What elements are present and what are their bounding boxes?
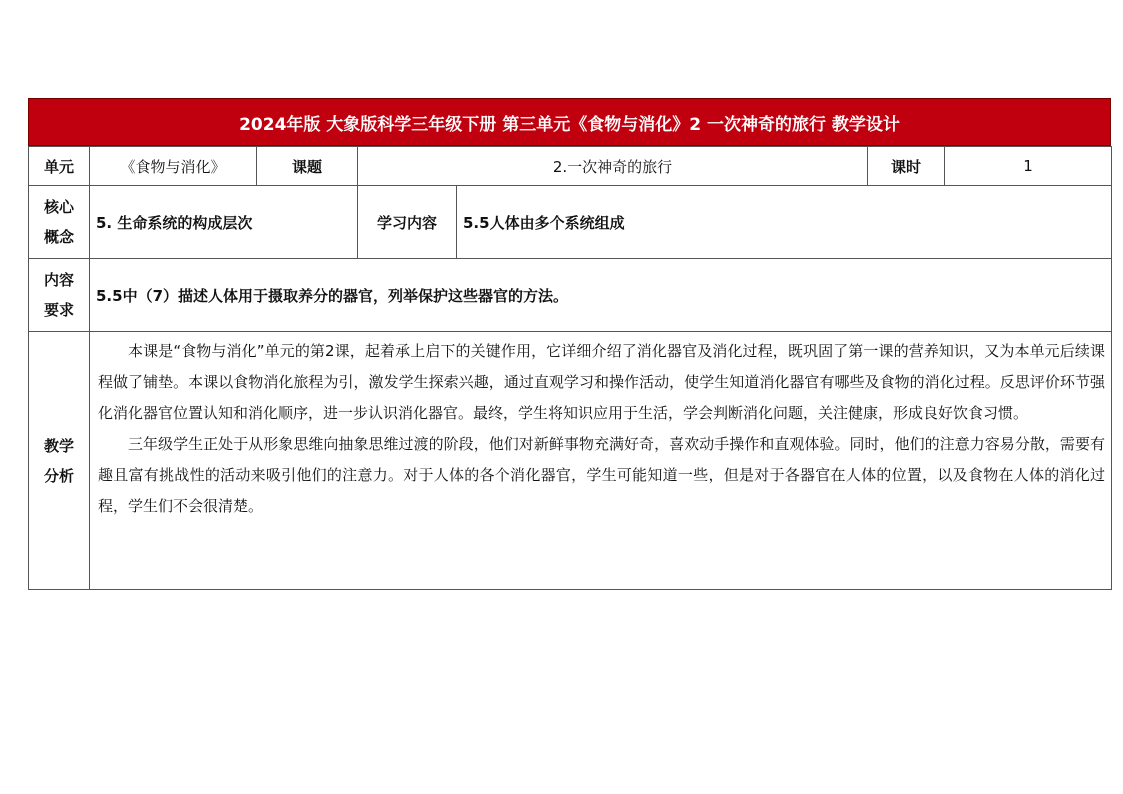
content-requirement-label bbox=[29, 259, 90, 332]
teaching-analysis-content bbox=[90, 332, 1112, 590]
unit-value: 《食物与消化》 bbox=[90, 147, 257, 186]
hours-value: 1 bbox=[945, 147, 1112, 186]
teaching-analysis-label-line1: 教学 bbox=[43, 436, 74, 455]
core-concept-value: 5. 生命系统的构成层次 bbox=[90, 186, 358, 259]
teaching-analysis-label-line2: 分析 bbox=[43, 466, 74, 485]
content-requirement-label-line1: 内容 bbox=[43, 271, 74, 289]
topic-label: 课题 bbox=[257, 147, 358, 186]
analysis-paragraph-2: 三年级学生正处于从形象思维向抽象思维过渡的阶段，他们对新鲜事物充满好奇，喜欢动手操作和直观体验。同时，他们的注意力容易分散，需要有趣且富有挑战性的活动来吸引他们的注意力。对于人体的各个消化器官，学生可能知道一些，但是对于各器官在人体的位置，以及食物在人体的消化过程，学生们不会很清楚。 bbox=[98, 435, 1105, 515]
teaching-analysis-label bbox=[29, 332, 90, 590]
core-concept-label bbox=[29, 186, 90, 259]
row-teaching-analysis bbox=[29, 332, 1112, 590]
row-core-concept bbox=[29, 186, 1112, 259]
lesson-plan-table bbox=[28, 146, 1112, 590]
topic-value: 2.一次神奇的旅行 bbox=[358, 147, 868, 186]
analysis-paragraph-1: 本课是“食物与消化”单元的第2课，起着承上启下的关键作用，它详细介绍了消化器官及消化过程，既巩固了第一课的营养知识，又为本单元后续课程做了铺垫。本课以食物消化旅程为引，激发学生探索兴趣，通过直观学习和操作活动，使学生知道消化器官有哪些及食物的消化过程。反思评价环节强化消化器官位置认知和消化顺序，进一步认识消化器官。最终，学生将知识应用于生活，学会判断消化问题，关注健康，形成良好饮食习惯。 bbox=[98, 342, 1105, 422]
core-concept-label-line2: 概念 bbox=[43, 228, 74, 246]
content-requirement-label-line2: 要求 bbox=[43, 301, 74, 319]
content-requirement-value: 5.5中（7）描述人体用于摄取养分的器官，列举保护这些器官的方法。 bbox=[90, 259, 1112, 332]
hours-label: 课时 bbox=[868, 147, 945, 186]
row-content-requirement bbox=[29, 259, 1112, 332]
learning-content-value: 5.5人体由多个系统组成 bbox=[457, 186, 1112, 259]
core-concept-label-line1: 核心 bbox=[43, 198, 74, 216]
document-title: 2024年版 大象版科学三年级下册 第三单元《食物与消化》2 一次神奇的旅行 教学设计 bbox=[28, 98, 1111, 146]
lesson-plan-sheet bbox=[28, 98, 1111, 590]
unit-label: 单元 bbox=[29, 147, 90, 186]
learning-content-label: 学习内容 bbox=[358, 186, 457, 259]
row-unit-topic bbox=[29, 147, 1112, 186]
